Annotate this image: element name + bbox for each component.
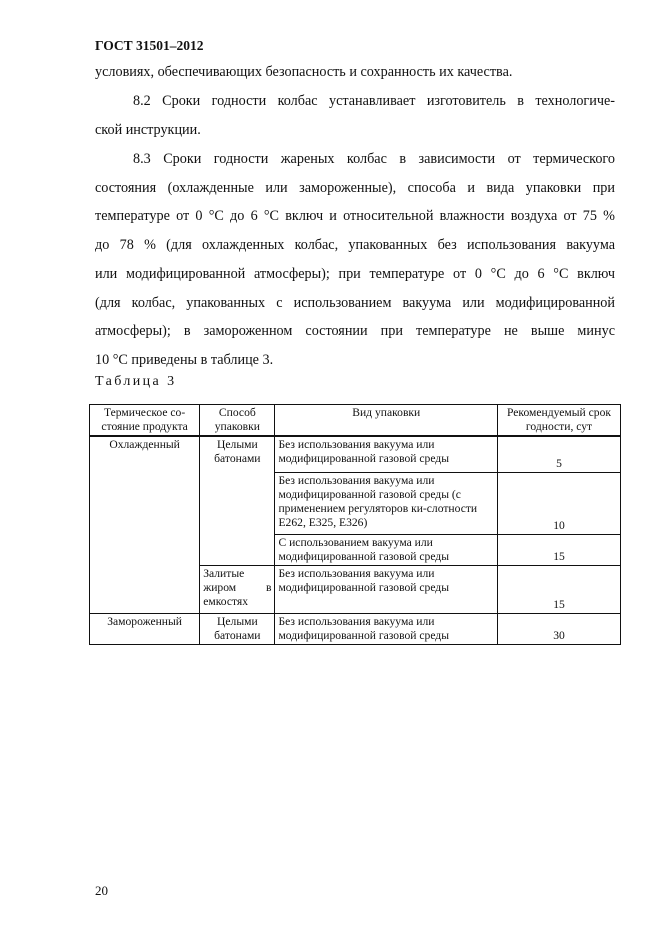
header-days: Рекомендуемый срок годности, сут [498, 405, 621, 437]
text-line: состояния (охлажденные или замороженные), способа и вида упаковки при [95, 179, 615, 196]
cell-days: 30 [498, 613, 621, 644]
cell-days: 10 [498, 472, 621, 534]
text-line: 8.3 Сроки годности жареных колбас в зависимости от термического [133, 151, 615, 167]
cell-method: Целыми батонами [200, 436, 275, 565]
text-line: ской инструкции. [95, 121, 201, 138]
cell-state: Замороженный [90, 613, 200, 644]
header-state: Термическое со-стояние продукта [90, 405, 200, 437]
cell-type: Без использования вакуума или модифицированной газовой среды [275, 436, 498, 472]
text-line: до 78 % (для охлажденных колбас, упакованных без использования вакуума [95, 237, 615, 254]
cell-state: Охлажденный [109, 438, 180, 451]
cell-days: 5 [498, 436, 621, 472]
table-row [90, 613, 621, 644]
cell-days: 15 [498, 565, 621, 613]
cell-type: Без использования вакуума или модифицированной газовой среды [275, 565, 498, 613]
text-line: (для колбас, упакованных с использованием вакуума или модифицированной [95, 294, 615, 311]
cell-type: Без использования вакуума или модифицированной газовой среды [275, 613, 498, 644]
document-header: ГОСТ 31501–2012 [95, 38, 204, 53]
table-caption: Таблица 3 [95, 374, 177, 389]
text-line: 8.2 Сроки годности колбас устанавливает изготовитель в технологиче- [133, 93, 615, 109]
paragraph-8-2 [95, 87, 615, 144]
paragraph-8-3 [95, 145, 615, 375]
shelf-life-table [89, 404, 621, 645]
text-line: условиях, обеспечивающих безопасность и сохранность их качества. [95, 64, 513, 80]
text-line: или модифицированной атмосферы); при температуре от 0 °С до 6 °С включ [95, 265, 615, 282]
table-row [90, 436, 621, 472]
header-method: Способ упаковки [200, 405, 275, 437]
text-line: атмосферы); в замороженном состоянии при температуре не выше минус [95, 323, 615, 340]
paragraph-continuation [95, 58, 615, 87]
text-line: 10 °С приведены в таблице 3. [95, 351, 274, 368]
text-line: температуре от 0 °С до 6 °С включ и относительной влажности воздуха от 75 % [95, 208, 615, 225]
cell-method: Целыми батонами [200, 613, 275, 644]
cell-type: С использованием вакуума или модифицированной газовой среды [275, 534, 498, 565]
cell-method: Залитые жиром в емкостях [200, 565, 275, 613]
cell-type: Без использования вакуума или модифицированной газовой среды (с применением регуляторов ки-слотности Е262, Е325, Е326) [275, 472, 498, 534]
page-number: 20 [95, 883, 108, 898]
table-header-row [90, 405, 621, 437]
header-type: Вид упаковки [275, 405, 498, 437]
cell-days: 15 [498, 534, 621, 565]
